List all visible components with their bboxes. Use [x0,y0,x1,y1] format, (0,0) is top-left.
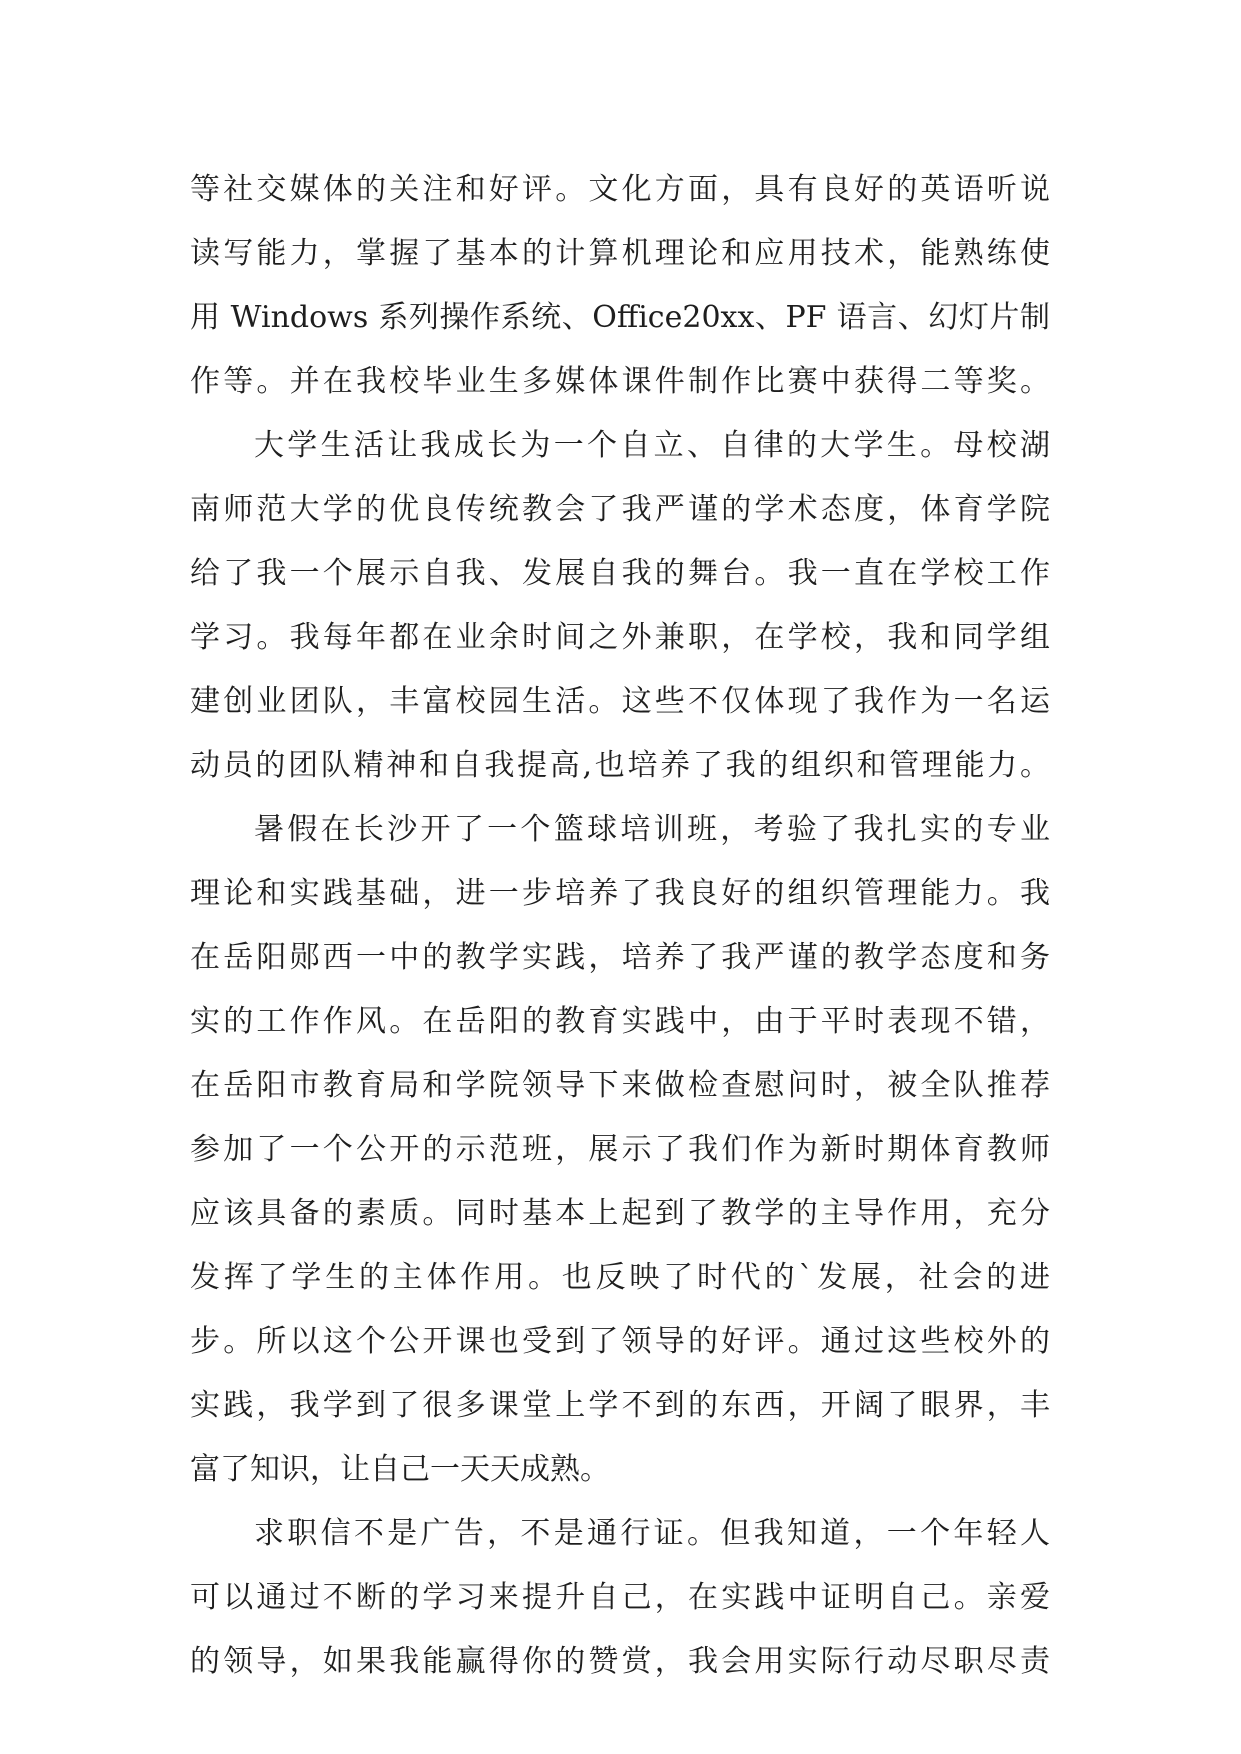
paragraph-line: 可以通过不断的学习来提升自己，在实践中证明自己。亲爱 [190,1580,1050,1615]
paragraph-line: 南师范大学的优良传统教会了我严谨的学术态度，体育学院 [190,492,1050,527]
paragraph-line: 步。所以这个公开课也受到了领导的好评。通过这些校外的 [190,1324,1050,1359]
paragraph-line: 学习。我每年都在业余时间之外兼职，在学校，我和同学组 [190,620,1050,655]
paragraph-line: 在岳阳郧西一中的教学实践，培养了我严谨的教学态度和务 [190,940,1050,975]
paragraph-line: 参加了一个公开的示范班，展示了我们作为新时期体育教师 [190,1132,1050,1167]
paragraph-line: 实践，我学到了很多课堂上学不到的东西，开阔了眼界，丰 [190,1388,1050,1423]
paragraph-line: 动员的团队精神和自我提高,也培养了我的组织和管理能力。 [190,748,1050,783]
paragraph-line: 发挥了学生的主体作用。也反映了时代的`发展，社会的进 [190,1260,1050,1295]
paragraph-line: 等社交媒体的关注和好评。文化方面，具有良好的英语听说 [190,172,1050,207]
paragraph-line: 用 Windows 系列操作系统、Office20xx、PF 语言、幻灯片制 [190,300,1050,335]
paragraph-line: 建创业团队，丰富校园生活。这些不仅体现了我作为一名运 [190,684,1050,719]
paragraph-line: 暑假在长沙开了一个篮球培训班，考验了我扎实的专业 [254,812,1050,847]
paragraph-line: 在岳阳市教育局和学院领导下来做检查慰问时，被全队推荐 [190,1068,1050,1103]
paragraph-line: 求职信不是广告，不是通行证。但我知道，一个年轻人 [254,1516,1050,1551]
paragraph-line: 读写能力，掌握了基本的计算机理论和应用技术，能熟练使 [190,236,1050,271]
paragraph-line: 大学生活让我成长为一个自立、自律的大学生。母校湖 [254,428,1050,463]
document-body [190,158,1050,1694]
paragraph-3 [190,798,1050,1502]
paragraph-line: 应该具备的素质。同时基本上起到了教学的主导作用，充分 [190,1196,1050,1231]
paragraph-line: 实的工作作风。在岳阳的教育实践中，由于平时表现不错， [190,1004,1050,1039]
paragraph-line: 富了知识，让自己一天天成熟。 [190,1452,610,1487]
paragraph-1 [190,158,1050,414]
paragraph-line: 给了我一个展示自我、发展自我的舞台。我一直在学校工作 [190,556,1050,591]
paragraph-line: 理论和实践基础，进一步培养了我良好的组织管理能力。我 [190,876,1050,911]
paragraph-line: 的领导，如果我能赢得你的赞赏，我会用实际行动尽职尽责 [190,1644,1050,1679]
paragraph-4 [190,1502,1050,1694]
paragraph-2 [190,414,1050,798]
paragraph-line: 作等。并在我校毕业生多媒体课件制作比赛中获得二等奖。 [190,364,1050,399]
